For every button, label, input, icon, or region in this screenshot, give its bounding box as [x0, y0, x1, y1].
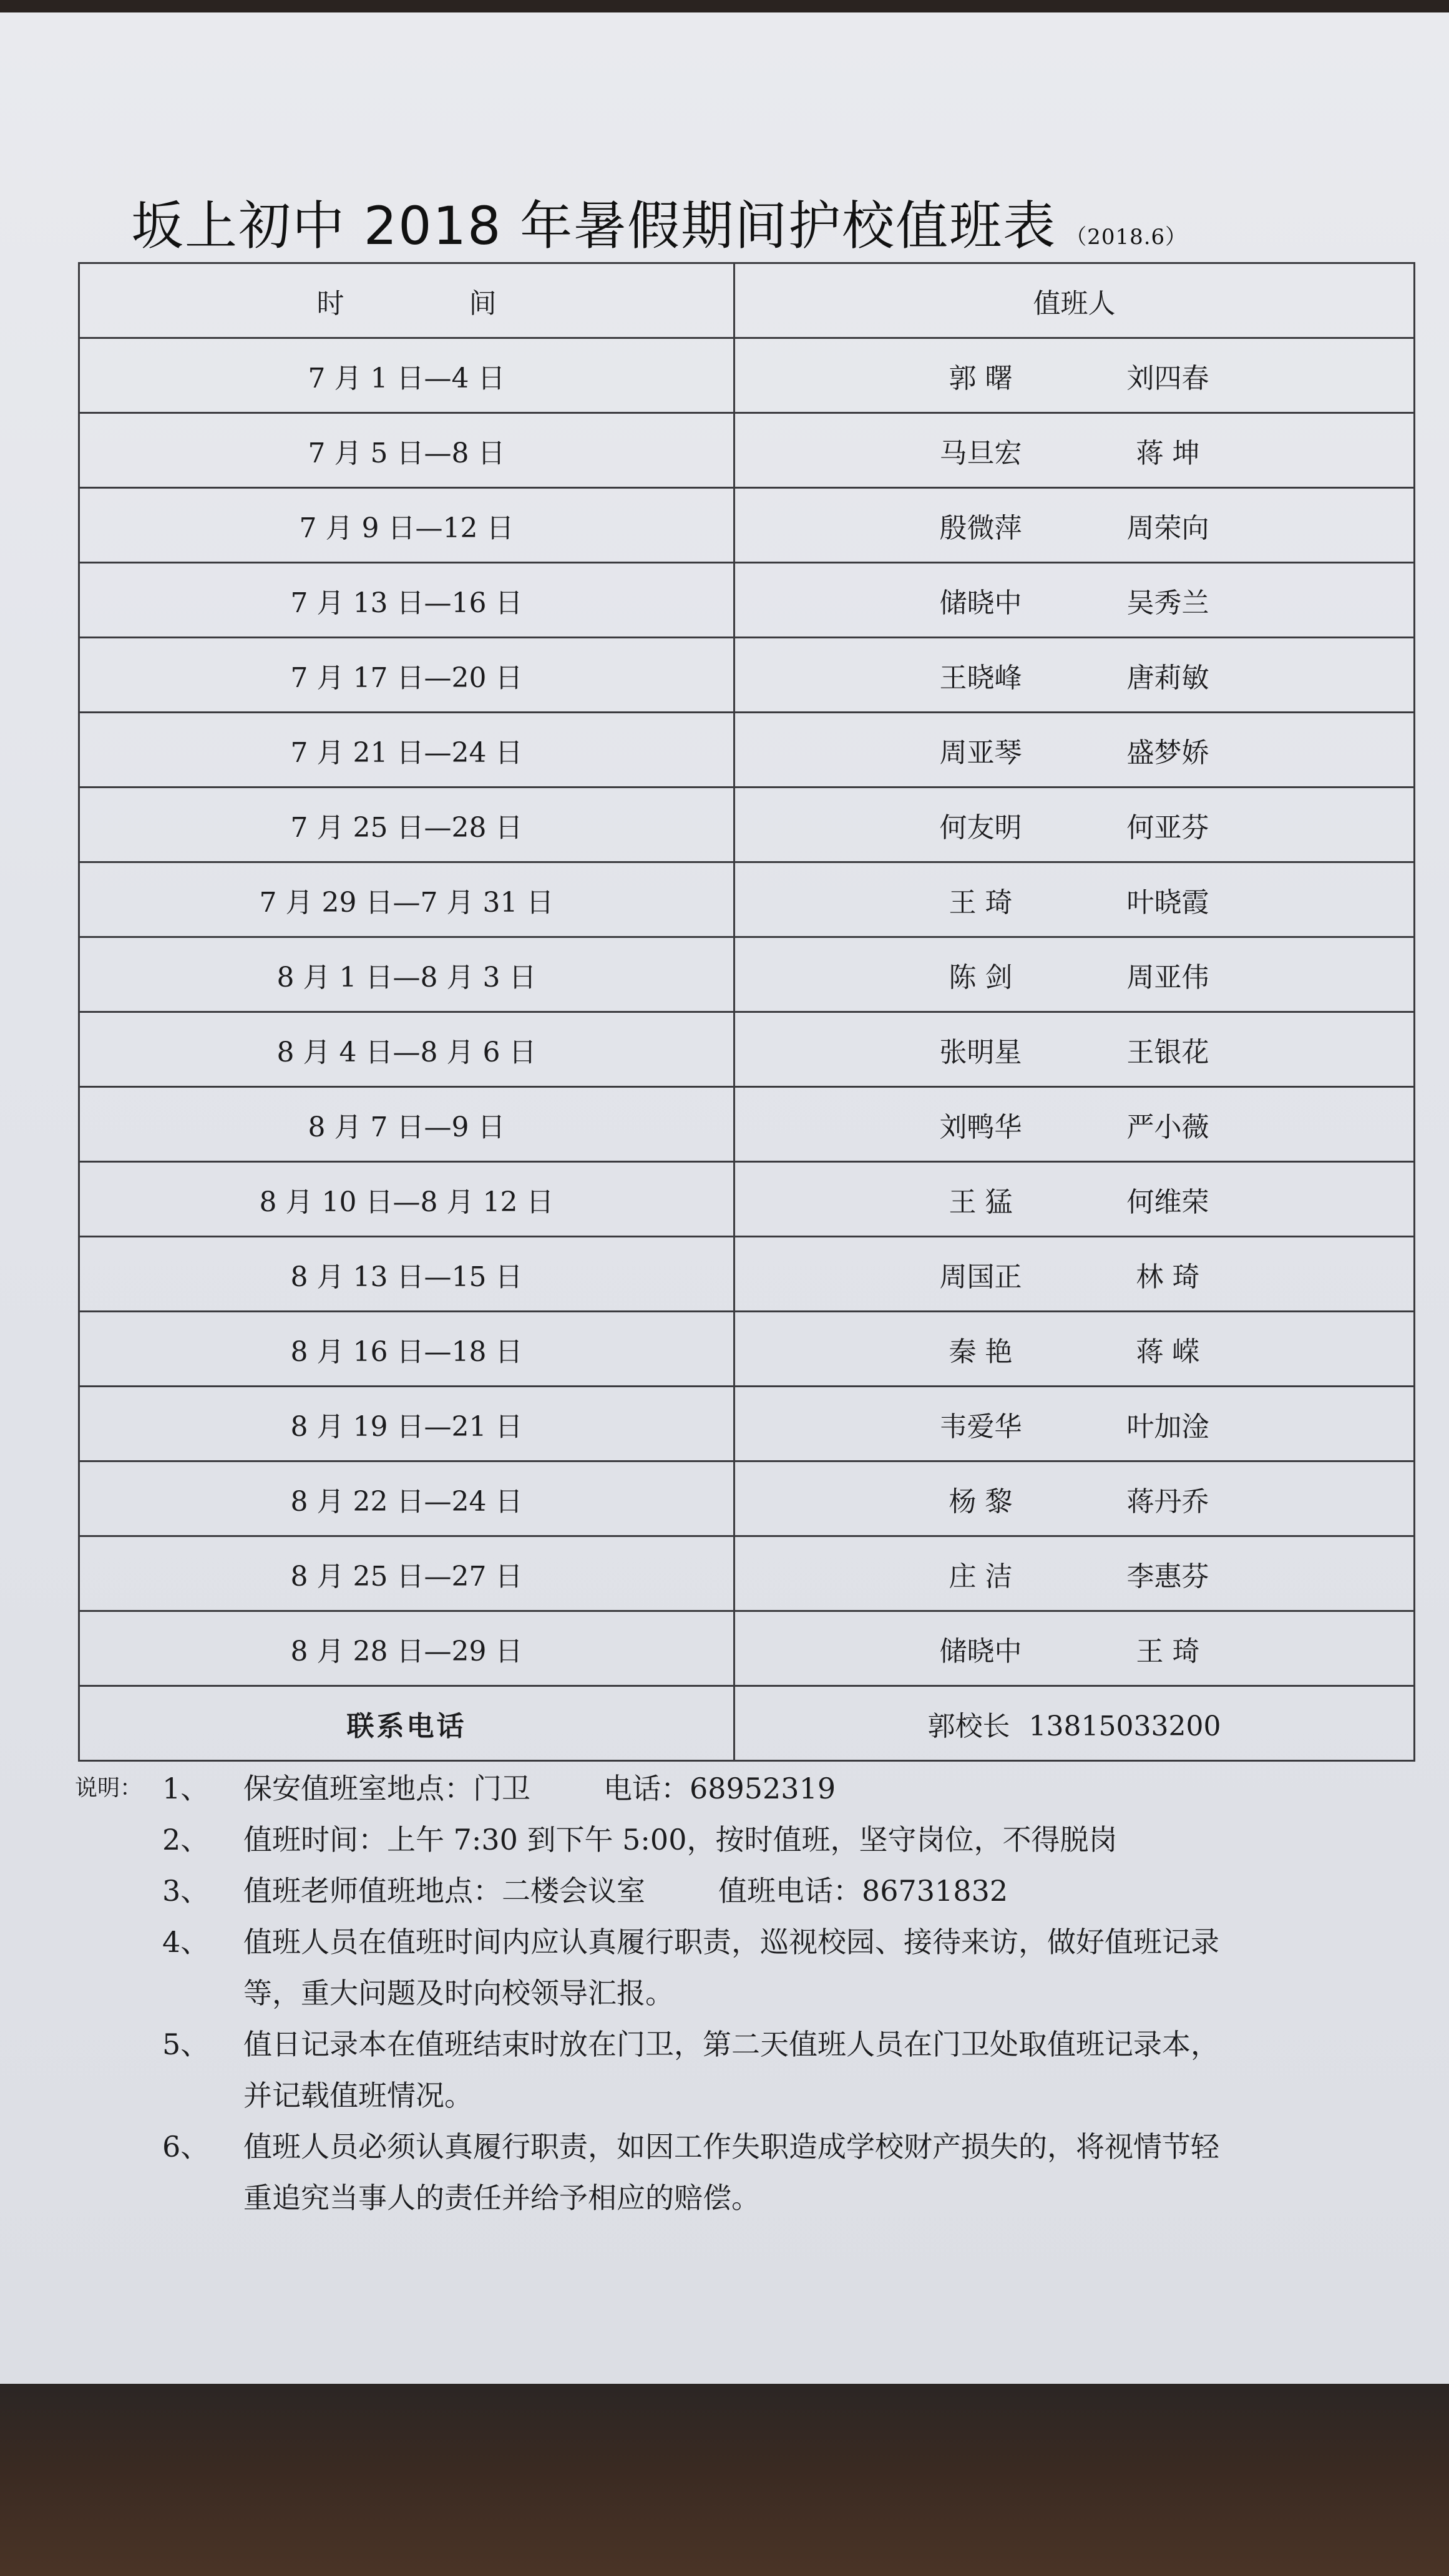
table-row: [79, 413, 1415, 488]
time-cell: 7 月 17 日—20 日: [79, 638, 734, 713]
table-row: [79, 1536, 1415, 1611]
table-row: [79, 1012, 1415, 1087]
duty-cell: [734, 1162, 1415, 1237]
document-title: [131, 182, 1317, 270]
duty-person: 叶加淦: [1126, 1410, 1209, 1443]
duty-cell: [734, 788, 1415, 862]
duty-person: 蒋 坤: [1136, 437, 1200, 469]
duty-person: 周亚伟: [1126, 961, 1209, 993]
title-date: （2018.6）: [1065, 225, 1188, 250]
duty-cell: [734, 1536, 1415, 1611]
duty-person: 庄 洁: [949, 1560, 1013, 1593]
duty-cell: [734, 413, 1415, 488]
duty-person: 盛梦娇: [1126, 736, 1209, 769]
time-cell: 8 月 28 日—29 日: [79, 1611, 734, 1686]
duty-cell: [734, 563, 1415, 638]
duty-person: 郭 曙: [949, 362, 1013, 394]
table-row: [79, 1312, 1415, 1387]
table-row: [79, 1237, 1415, 1312]
note-item: [75, 1916, 1423, 2019]
time-cell: 8 月 7 日—9 日: [79, 1087, 734, 1162]
header-time: 时间: [79, 263, 734, 338]
duty-person: 殷微萍: [939, 512, 1022, 544]
note-item: [75, 1763, 1423, 1814]
duty-person: 韦爱华: [939, 1410, 1022, 1443]
note-line: 值日记录本在值班结束时放在门卫，第二天值班人员在门卫处取值班记录本，: [243, 2027, 1219, 2061]
time-cell: 7 月 5 日—8 日: [79, 413, 734, 488]
time-cell: 8 月 16 日—18 日: [79, 1312, 734, 1387]
table-row: [79, 1162, 1415, 1237]
time-cell: 7 月 1 日—4 日: [79, 338, 734, 413]
note-line: 并记载值班情况。: [243, 2079, 473, 2112]
duty-cell: [734, 1312, 1415, 1387]
note-line: 值班老师值班地点：二楼会议室 值班电话：86731832: [243, 1874, 1008, 1908]
time-cell: 8 月 25 日—27 日: [79, 1536, 734, 1611]
note-number: 3、: [162, 1874, 210, 1908]
contact-name: 郭校长: [927, 1710, 1010, 1742]
contact-phone: 13815033200: [1028, 1710, 1221, 1742]
duty-person: 何友明: [939, 811, 1022, 844]
table-row: [79, 713, 1415, 788]
duty-person: 刘鸭华: [939, 1111, 1022, 1143]
header-duty: 值班人: [734, 263, 1415, 338]
table-row: [79, 488, 1415, 563]
table-row: [79, 338, 1415, 413]
title-text: 坂上初中 2018 年暑假期间护校值班表: [131, 195, 1057, 256]
time-cell: 7 月 29 日—7 月 31 日: [79, 862, 734, 937]
duty-cell: [734, 1237, 1415, 1312]
time-cell: 7 月 25 日—28 日: [79, 788, 734, 862]
notes-label: 说明：: [75, 1775, 143, 1801]
duty-person: 林 琦: [1136, 1261, 1200, 1293]
note-number: 6、: [162, 2130, 210, 2164]
duty-person: 储晓中: [939, 587, 1022, 619]
note-item: [75, 1865, 1423, 1916]
duty-cell: [734, 1461, 1415, 1536]
time-cell: 8 月 13 日—15 日: [79, 1237, 734, 1312]
duty-cell: [734, 1087, 1415, 1162]
duty-person: 周亚琴: [939, 736, 1022, 769]
photo-background: [0, 2384, 1449, 2576]
contact-value: [734, 1686, 1415, 1761]
time-cell: 8 月 4 日—8 月 6 日: [79, 1012, 734, 1087]
duty-person: 储晓中: [939, 1635, 1022, 1667]
table-row: [79, 788, 1415, 862]
time-cell: 7 月 13 日—16 日: [79, 563, 734, 638]
note-number: 2、: [162, 1823, 210, 1856]
duty-person: 何亚芬: [1126, 811, 1209, 844]
duty-cell: [734, 338, 1415, 413]
duty-person: 周国正: [939, 1261, 1022, 1293]
time-cell: 8 月 10 日—8 月 12 日: [79, 1162, 734, 1237]
note-item: [75, 2121, 1423, 2223]
duty-person: 刘四春: [1126, 362, 1209, 394]
duty-person: 张明星: [939, 1036, 1022, 1068]
time-cell: 7 月 9 日—12 日: [79, 488, 734, 563]
note-line: 值班人员在值班时间内应认真履行职责，巡视校园、接待来访，做好值班记录: [243, 1925, 1219, 1959]
note-number: 5、: [162, 2027, 210, 2061]
note-line: 重追究当事人的责任并给予相应的赔偿。: [243, 2181, 760, 2215]
table-header-row: [79, 263, 1415, 338]
duty-person: 严小薇: [1126, 1111, 1209, 1143]
note-line: 保安值班室地点：门卫 电话：68952319: [243, 1772, 836, 1805]
note-number: 1、: [162, 1772, 210, 1805]
table-row: [79, 937, 1415, 1012]
duty-person: 马旦宏: [939, 437, 1022, 469]
duty-cell: [734, 488, 1415, 563]
note-number: 4、: [162, 1925, 210, 1959]
table-row: [79, 1087, 1415, 1162]
duty-person: 蒋 嵘: [1136, 1335, 1200, 1368]
note-line: 值班人员必须认真履行职责，如因工作失职造成学校财产损失的，将视情节轻: [243, 2130, 1219, 2164]
duty-person: 秦 艳: [949, 1335, 1013, 1368]
contact-row: [79, 1686, 1415, 1761]
duty-person: 李惠芬: [1126, 1560, 1209, 1593]
duty-cell: [734, 713, 1415, 788]
duty-person: 何维荣: [1126, 1186, 1209, 1218]
time-cell: 8 月 19 日—21 日: [79, 1387, 734, 1461]
duty-person: 杨 黎: [949, 1485, 1013, 1518]
table-row: [79, 1611, 1415, 1686]
duty-cell: [734, 638, 1415, 713]
duty-person: 蒋丹乔: [1126, 1485, 1209, 1518]
duty-person: 吴秀兰: [1126, 587, 1209, 619]
note-line: 值班时间：上午 7:30 到下午 5:00，按时值班，坚守岗位，不得脱岗: [243, 1823, 1118, 1856]
duty-cell: [734, 1387, 1415, 1461]
duty-roster-table: [78, 262, 1415, 1762]
time-cell: 7 月 21 日—24 日: [79, 713, 734, 788]
time-cell: 8 月 22 日—24 日: [79, 1461, 734, 1536]
duty-person: 王 猛: [949, 1186, 1013, 1218]
note-item: [75, 1814, 1423, 1865]
paper-sheet: [0, 12, 1449, 2384]
note-line: 等，重大问题及时向校领导汇报。: [243, 1976, 674, 2010]
table-row: [79, 1387, 1415, 1461]
duty-cell: [734, 862, 1415, 937]
duty-person: 唐莉敏: [1126, 661, 1209, 694]
table-row: [79, 638, 1415, 713]
duty-person: 王 琦: [1136, 1635, 1200, 1667]
duty-person: 王 琦: [949, 886, 1013, 919]
notes-section: [75, 1763, 1423, 2223]
duty-person: 陈 剑: [949, 961, 1013, 993]
duty-cell: [734, 1012, 1415, 1087]
table-row: [79, 1461, 1415, 1536]
table-row: [79, 862, 1415, 937]
table-row: [79, 563, 1415, 638]
duty-cell: [734, 937, 1415, 1012]
duty-person: 叶晓霞: [1126, 886, 1209, 919]
duty-person: 王晓峰: [939, 661, 1022, 694]
duty-cell: [734, 1611, 1415, 1686]
contact-label: 联系电话: [79, 1686, 734, 1761]
duty-person: 王银花: [1126, 1036, 1209, 1068]
note-item: [75, 2019, 1423, 2121]
time-cell: 8 月 1 日—8 月 3 日: [79, 937, 734, 1012]
duty-person: 周荣向: [1126, 512, 1209, 544]
